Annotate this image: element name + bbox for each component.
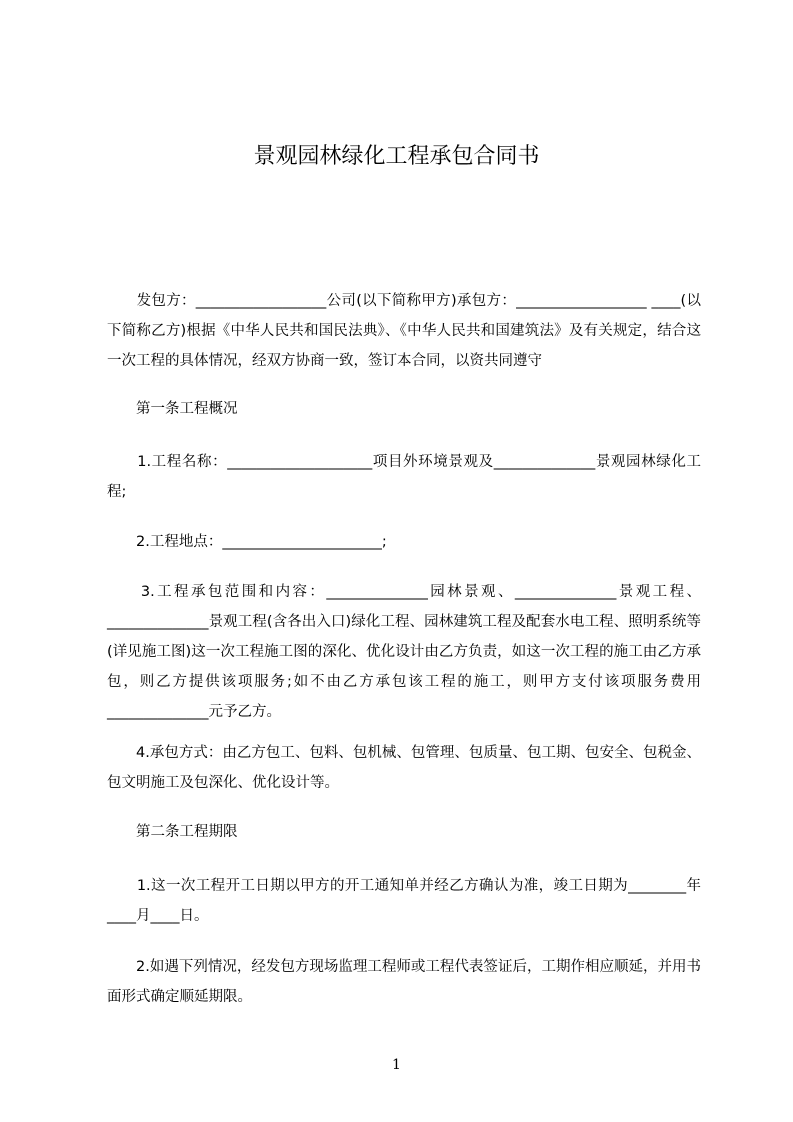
paragraph-project-scope: 3.工程承包范围和内容：______________园林景观、______________景观工程、______________景观工程(含各出入口)绿化工程、园林建筑工程及配套水电工程、照明系统等(详见施工图)这一次工程施工图的深化、优化设计由乙方负责，如这一次工程的施工由乙方承包，则乙方提供该项服务;如不由乙方承包该工程的施工，则甲方支付该项服务费用______________元予乙方。 [107,584,701,720]
paragraph-extension: 2.如遇下列情况，经发包方现场监理工程师或工程代表签证后，工期作相应顺延，并用书面形式确定顺延期限。 [107,959,701,1005]
paragraph-contract-method: 4.承包方式：由乙方包工、包料、包机械、包管理、包质量、包工期、包安全、包税金、包文明施工及包深化、优化设计等。 [107,745,701,791]
section-heading-1: 第一条工程概况 [107,401,238,417]
paragraph-project-location: 2.工程地点：______________________; [107,534,387,550]
paragraph-project-name: 1.工程名称：____________________项目外环境景观及______________景观园林绿化工程; [107,454,701,500]
document-title: 景观园林绿化工程承包合同书 [253,144,540,169]
paragraph-start-date: 1.这一次工程开工日期以甲方的开工通知单并经乙方确认为准，竣工日期为________年____月____日。 [107,878,701,924]
page-number: 1 [392,1057,401,1073]
paragraph-parties: 发包方：__________________公司(以下简称甲方)承包方：__________________ ____(以下简称乙方)根据《中华人民共和国民法典》、《中华人民共和国建筑法》及有关规定，结合这一次工程的具体情况，经双方协商一致，签订本合同，以资共同遵守 [107,293,701,369]
section-heading-2: 第二条工程期限 [107,824,238,840]
